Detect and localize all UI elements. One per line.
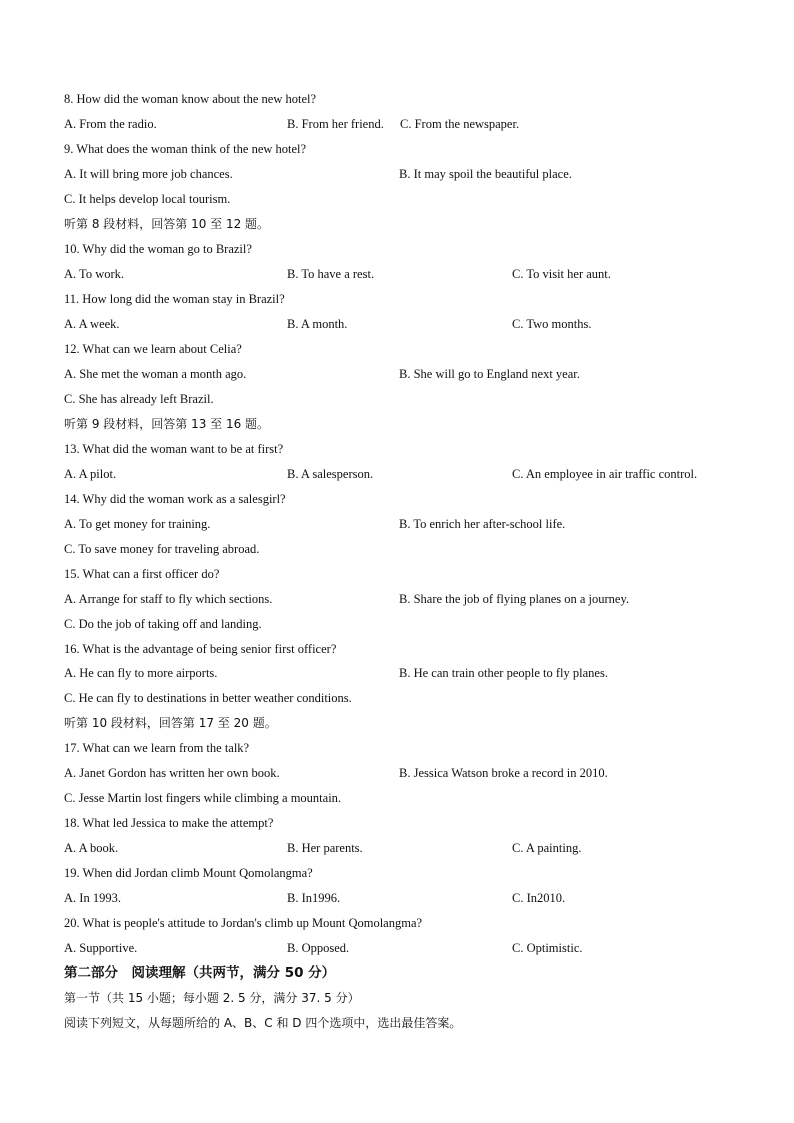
options-9 [64, 163, 734, 185]
option-c: C. A painting. [512, 841, 582, 855]
question-18 [64, 812, 734, 834]
option-a: A. Janet Gordon has written her own book. [64, 766, 280, 780]
options-18 [64, 837, 734, 859]
option-b: B. She will go to England next year. [399, 367, 580, 381]
option-a: A. To get money for training. [64, 517, 211, 531]
option-b: B. A month. [287, 317, 348, 331]
option-b: B. Her parents. [287, 841, 363, 855]
question-text: 14. Why did the woman work as a salesgirl? [64, 492, 286, 506]
options-13 [64, 463, 734, 485]
option-a: A. It will bring more job chances. [64, 167, 233, 181]
question-8 [64, 88, 734, 110]
option-b: B. He can train other people to fly planes. [399, 666, 608, 680]
question-text: 20. What is people's attitude to Jordan's climb up Mount Qomolangma? [64, 916, 423, 930]
option-c: C. In2010. [512, 891, 566, 905]
option-b: B. To have a rest. [287, 267, 375, 281]
option-a: A. A book. [64, 841, 119, 855]
question-text: 16. What is the advantage of being senior first officer? [64, 642, 337, 656]
options-12 [64, 363, 734, 385]
question-20 [64, 912, 734, 934]
question-12 [64, 338, 734, 360]
question-text: 13. What did the woman want to be at first? [64, 442, 284, 456]
option-b: B. It may spoil the beautiful place. [399, 167, 572, 181]
section-instruction-8: 听第 8 段材料，回答第 10 至 12 题。 [64, 217, 270, 231]
options-14-c [64, 538, 734, 560]
question-10 [64, 238, 734, 260]
part-two-heading: 第二部分 阅读理解（共两节，满分 50 分） [64, 965, 336, 981]
question-text: 9. What does the woman think of the new hotel? [64, 142, 307, 156]
question-11 [64, 288, 734, 310]
option-b: B. From her friend. [287, 117, 384, 131]
options-16-c [64, 687, 734, 709]
options-9-c [64, 188, 734, 210]
option-a: A. He can fly to more airports. [64, 666, 218, 680]
option-c: C. It helps develop local tourism. [64, 192, 231, 206]
option-c: C. He can fly to destinations in better weather conditions. [64, 691, 352, 705]
options-17-c [64, 787, 734, 809]
section-instruction-9: 听第 9 段材料，回答第 13 至 16 题。 [64, 417, 270, 431]
option-b: B. To enrich her after-school life. [399, 517, 566, 531]
question-text: 10. Why did the woman go to Brazil? [64, 242, 252, 256]
question-9 [64, 138, 734, 160]
options-15 [64, 588, 734, 610]
option-b: B. A salesperson. [287, 467, 374, 481]
options-12-c [64, 388, 734, 410]
option-a: A. From the radio. [64, 117, 157, 131]
option-a: A. A week. [64, 317, 120, 331]
options-14 [64, 513, 734, 535]
question-text: 18. What led Jessica to make the attempt? [64, 816, 274, 830]
options-20 [64, 937, 734, 959]
option-b: B. Opposed. [287, 941, 350, 955]
option-c: C. Jesse Martin lost fingers while climbing a mountain. [64, 791, 342, 805]
question-text: 15. What can a first officer do? [64, 567, 220, 581]
question-text: 8. How did the woman know about the new hotel? [64, 92, 317, 106]
section-instruction-10: 听第 10 段材料，回答第 17 至 20 题。 [64, 716, 277, 730]
option-a: A. Supportive. [64, 941, 138, 955]
section-one-heading: 第一节（共 15 小题；每小题 2. 5 分，满分 37. 5 分） [64, 991, 360, 1005]
option-b: B. Share the job of flying planes on a journey. [399, 592, 630, 606]
option-c: C. Two months. [512, 317, 592, 331]
options-16 [64, 662, 734, 684]
option-a: A. She met the woman a month ago. [64, 367, 247, 381]
option-b: B. In1996. [287, 891, 341, 905]
option-c: C. From the newspaper. [400, 117, 520, 131]
option-a: A. In 1993. [64, 891, 121, 905]
question-13 [64, 438, 734, 460]
question-16 [64, 638, 734, 660]
question-14 [64, 488, 734, 510]
options-15-c [64, 613, 734, 635]
options-17 [64, 762, 734, 784]
option-a: A. A pilot. [64, 467, 117, 481]
option-c: C. To save money for traveling abroad. [64, 542, 260, 556]
question-text: 11. How long did the woman stay in Brazil? [64, 292, 285, 306]
options-8 [64, 113, 734, 135]
option-c: C. Optimistic. [512, 941, 583, 955]
question-text: 12. What can we learn about Celia? [64, 342, 242, 356]
question-17 [64, 737, 734, 759]
question-15 [64, 563, 734, 585]
question-19 [64, 862, 734, 884]
option-c: C. To visit her aunt. [512, 267, 611, 281]
option-c: C. She has already left Brazil. [64, 392, 214, 406]
question-text: 19. When did Jordan climb Mount Qomolangma? [64, 866, 313, 880]
question-text: 17. What can we learn from the talk? [64, 741, 250, 755]
option-c: C. Do the job of taking off and landing. [64, 617, 262, 631]
option-b: B. Jessica Watson broke a record in 2010. [399, 766, 608, 780]
options-10 [64, 263, 734, 285]
option-c: C. An employee in air traffic control. [512, 467, 698, 481]
options-19 [64, 887, 734, 909]
options-11 [64, 313, 734, 335]
option-a: A. Arrange for staff to fly which sections. [64, 592, 273, 606]
option-a: A. To work. [64, 267, 125, 281]
reading-instruction: 阅读下列短文，从每题所给的 A、B、C 和 D 四个选项中，选出最佳答案。 [64, 1016, 462, 1030]
